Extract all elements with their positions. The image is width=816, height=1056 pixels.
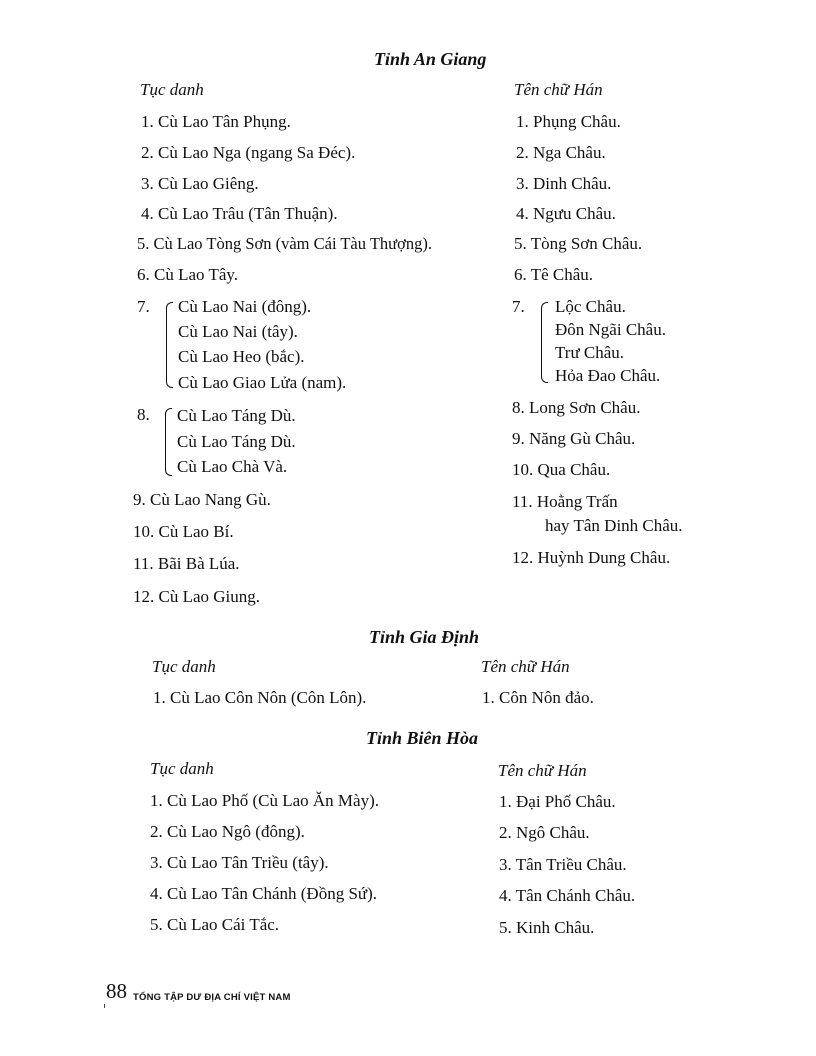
column-header-ten-chu-han: Tên chữ Hán <box>498 761 587 780</box>
list-item: 6. Cù Lao Tây. <box>137 265 239 284</box>
list-item: 1. Cù Lao Phố (Cù Lao Ăn Mày). <box>150 791 380 810</box>
column-header-ten-chu-han: Tên chữ Hán <box>514 80 603 99</box>
page-number: 88 <box>106 979 127 1003</box>
list-item: Trư Châu. <box>555 343 625 362</box>
brace-bracket <box>166 302 173 388</box>
list-item: 1. Đại Phố Châu. <box>499 792 616 811</box>
brace-bracket <box>541 302 548 383</box>
list-item: 9. Năng Gù Châu. <box>512 429 636 448</box>
list-item: 2. Ngô Châu. <box>499 823 590 842</box>
list-item: Cù Lao Chà Và. <box>177 457 288 476</box>
list-item: 9. Cù Lao Nang Gù. <box>133 490 271 509</box>
list-item: 4. Cù Lao Trâu (Tân Thuận). <box>141 204 338 223</box>
section-title-gia-dinh: Tỉnh Gia Định <box>369 627 480 647</box>
list-item: 2. Cù Lao Nga (ngang Sa Đéc). <box>141 143 356 162</box>
list-item: 3. Dinh Châu. <box>516 174 612 193</box>
list-item: Cù Lao Táng Dù. <box>177 432 296 451</box>
list-item: Cù Lao Heo (bắc). <box>178 347 305 366</box>
list-item: Cù Lao Táng Dù. <box>177 406 296 425</box>
column-header-tuc-danh: Tục danh <box>140 80 204 99</box>
list-item: 5. Cù Lao Cái Tắc. <box>150 915 280 934</box>
list-item: Đôn Ngãi Châu. <box>555 320 666 339</box>
brace-bracket <box>165 408 172 476</box>
list-item: 4. Tân Chánh Châu. <box>499 886 636 905</box>
list-item-number: 7. <box>137 297 150 316</box>
list-item: 5. Tòng Sơn Châu. <box>514 234 643 253</box>
list-item: 8. Long Sơn Châu. <box>512 398 641 417</box>
running-footer-title: TỔNG TẬP DƯ ĐỊA CHÍ VIỆT NAM <box>133 992 291 1003</box>
list-item: 12. Cù Lao Giung. <box>133 587 261 606</box>
list-item: 1. Côn Nôn đảo. <box>482 688 594 707</box>
list-item: 3. Cù Lao Giêng. <box>141 174 259 193</box>
list-item: Cù Lao Nai (đông). <box>178 297 312 316</box>
list-item: hay Tân Dinh Châu. <box>545 516 683 535</box>
list-item: 10. Cù Lao Bí. <box>133 522 234 541</box>
list-item: Lộc Châu. <box>555 297 626 316</box>
column-header-ten-chu-han: Tên chữ Hán <box>481 657 570 676</box>
list-item: 11. Bãi Bà Lúa. <box>133 554 240 573</box>
section-title-bien-hoa: Tỉnh Biên Hòa <box>366 728 479 748</box>
list-item: Cù Lao Giao Lửa (nam). <box>178 373 347 392</box>
column-header-tuc-danh: Tục danh <box>152 657 216 676</box>
list-item: 10. Qua Châu. <box>512 460 611 479</box>
section-title-an-giang: Tỉnh An Giang <box>374 49 487 69</box>
list-item: 5. Kinh Châu. <box>499 918 595 937</box>
list-item: 3. Cù Lao Tân Triều (tây). <box>150 853 329 872</box>
list-item: 5. Cù Lao Tòng Sơn (vàm Cái Tàu Thượng). <box>137 234 432 253</box>
list-item: 1. Phụng Châu. <box>516 112 621 131</box>
list-item: 11. Hoằng Trấn <box>512 492 618 511</box>
list-item: 2. Cù Lao Ngô (đông). <box>150 822 305 841</box>
list-item-number: 7. <box>512 297 525 316</box>
list-item-number: 8. <box>137 405 150 424</box>
crop-mark <box>104 1004 105 1008</box>
list-item: 4. Cù Lao Tân Chánh (Đồng Sứ). <box>150 884 378 903</box>
list-item: 3. Tân Triều Châu. <box>499 855 627 874</box>
list-item: 6. Tê Châu. <box>514 265 594 284</box>
list-item: 4. Ngưu Châu. <box>516 204 616 223</box>
list-item: 1. Cù Lao Côn Nôn (Côn Lôn). <box>153 688 367 707</box>
list-item: 1. Cù Lao Tân Phụng. <box>141 112 291 131</box>
column-header-tuc-danh: Tục danh <box>150 759 214 778</box>
list-item: 2. Nga Châu. <box>516 143 606 162</box>
list-item: Cù Lao Nai (tây). <box>178 322 298 341</box>
list-item: 12. Huỳnh Dung Châu. <box>512 548 671 567</box>
list-item: Hỏa Đao Châu. <box>555 366 661 385</box>
